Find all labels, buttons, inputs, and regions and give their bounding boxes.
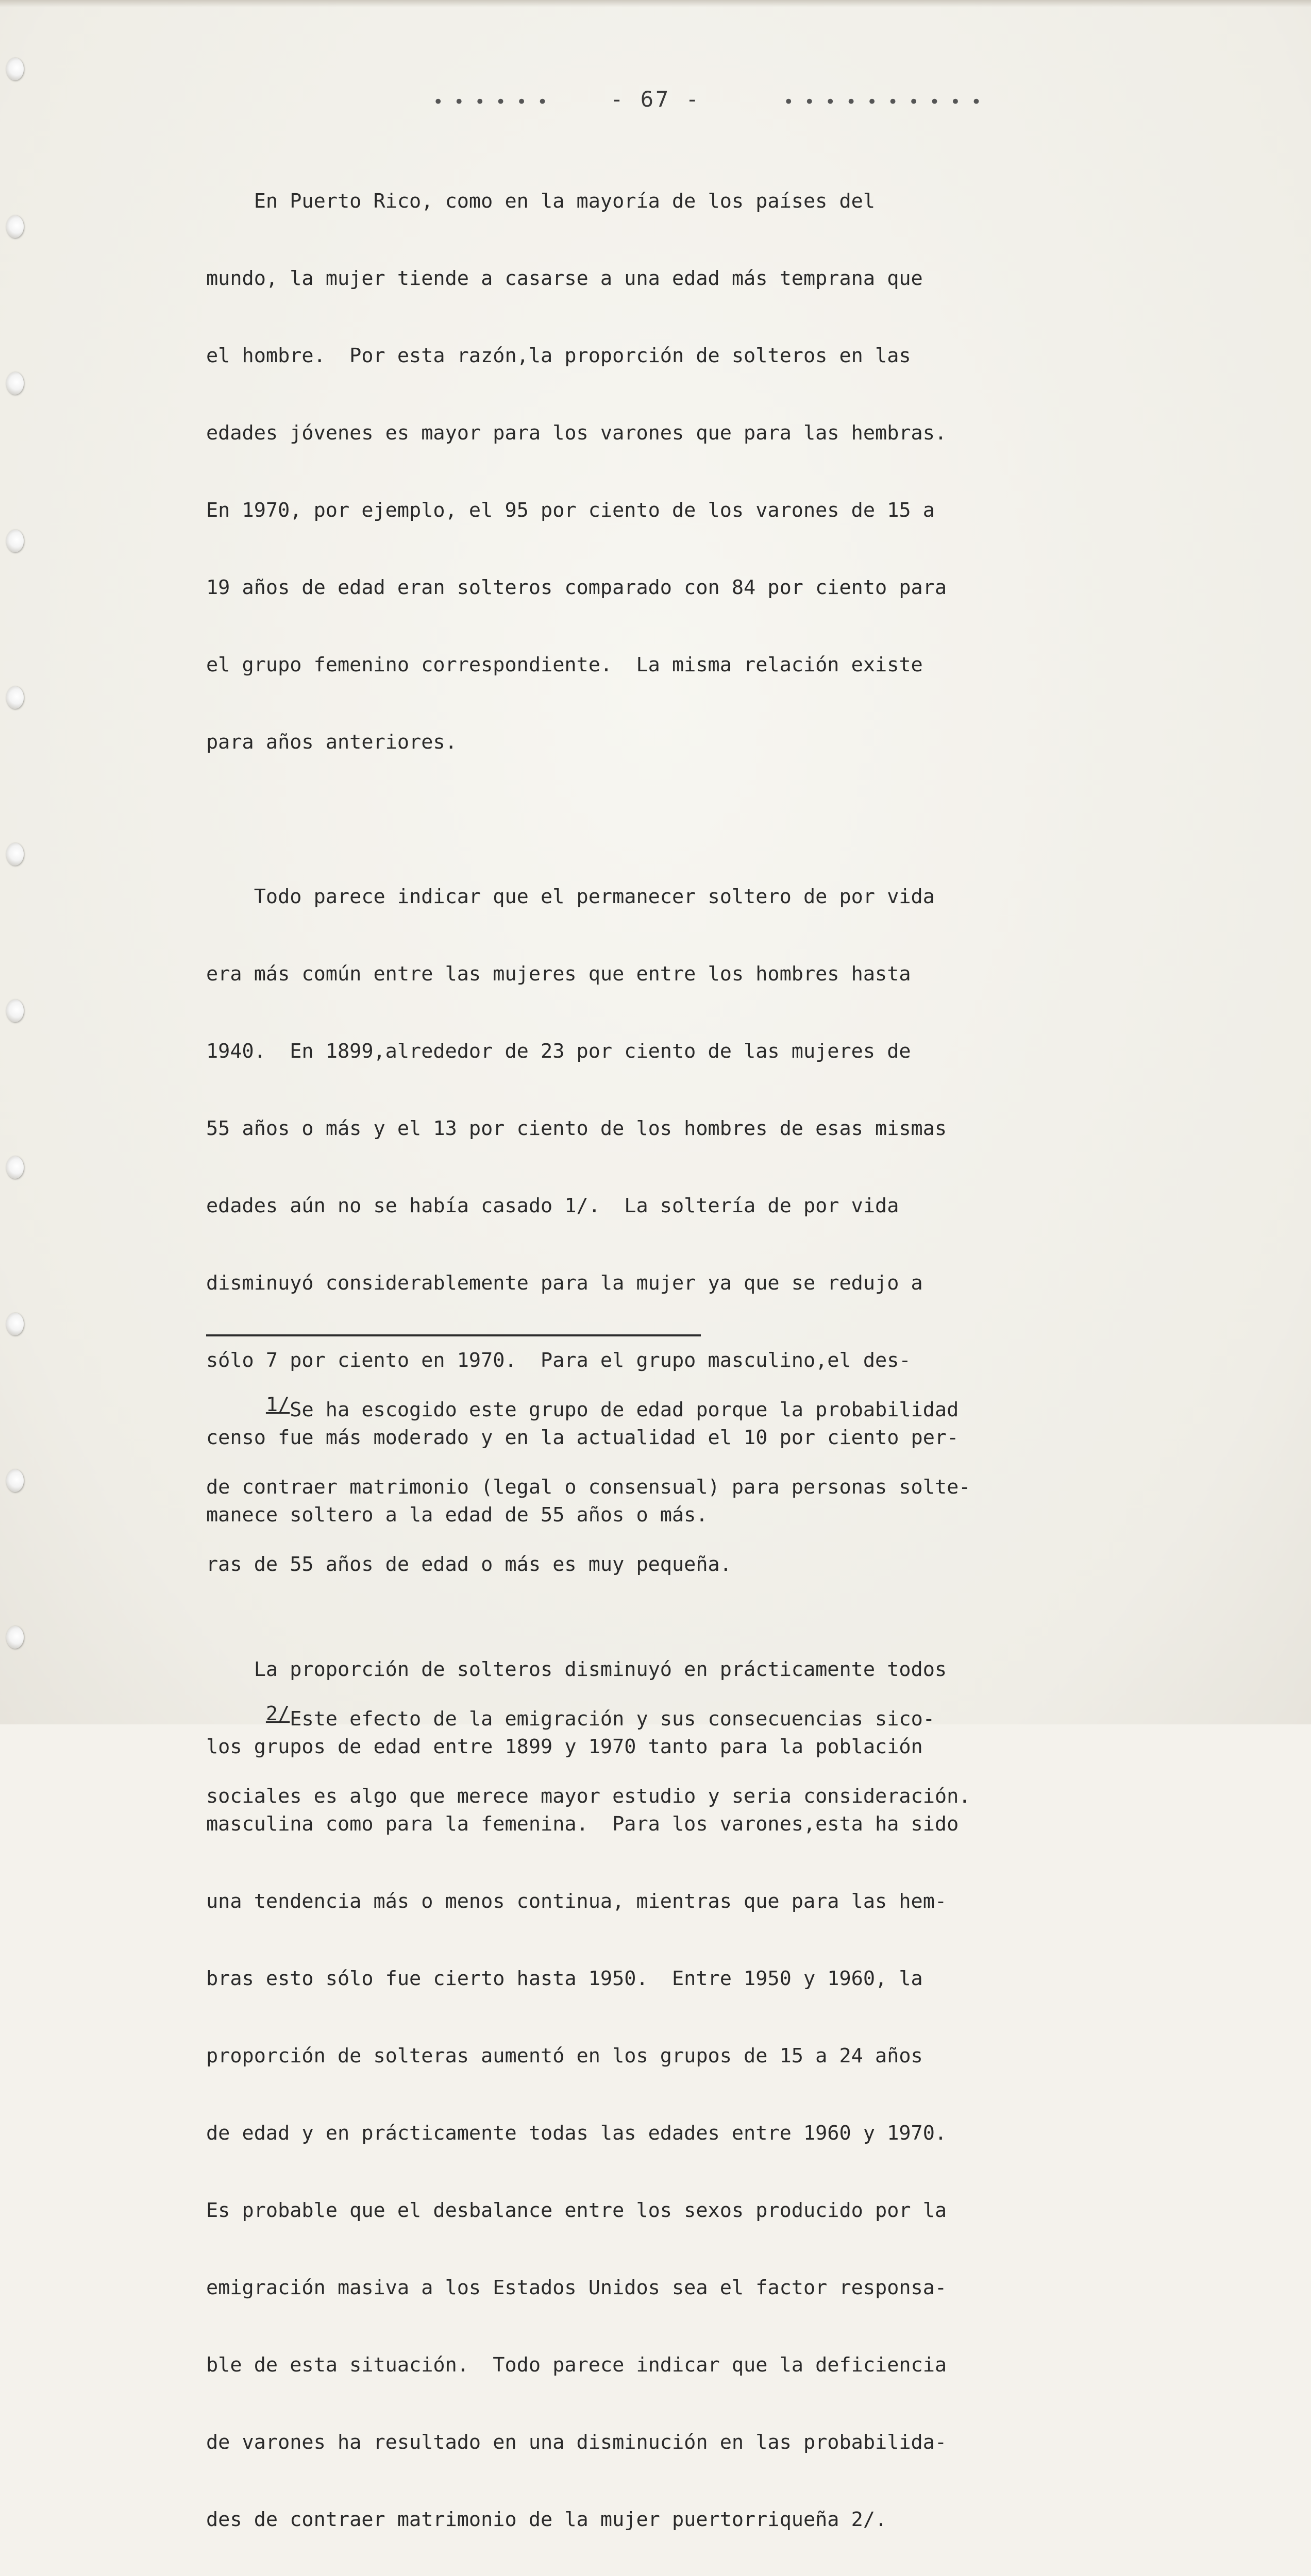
text-line: 1940. En 1899,alrededor de 23 por ciento de las mujeres de xyxy=(206,1040,911,1063)
text-line: una tendencia más o menos continua, mientras que para las hem- xyxy=(206,1890,947,1913)
text-line: En Puerto Rico, como en la mayoría de los países del xyxy=(206,190,876,213)
text-line: edades jóvenes es mayor para los varones que para las hembras. xyxy=(206,421,947,445)
text-line: edades aún no se había casado 1/. La soltería de por vida xyxy=(206,1194,899,1217)
text-line: masculina como para la femenina. Para los varones,esta ha sido xyxy=(206,1812,959,1836)
text-line: el grupo femenino correspondiente. La misma relación existe xyxy=(206,653,923,676)
binder-hole xyxy=(6,1313,24,1335)
footnote-1 xyxy=(206,1346,1185,1629)
text-line: En 1970, por ejemplo, el 95 por ciento de los varones de 15 a xyxy=(206,499,935,522)
binder-hole xyxy=(6,686,24,709)
text-line: el hombre. Por esta razón,la proporción de solteros en las xyxy=(206,344,911,367)
text-line: de contraer matrimonio (legal o consensual) para personas solte- xyxy=(206,1476,971,1499)
footnotes xyxy=(206,1346,1185,1887)
text-line: bras esto sólo fue cierto hasta 1950. Entre 1950 y 1960, la xyxy=(206,1967,923,1990)
text-line: de edad y en prácticamente todas las edades entre 1960 y 1970. xyxy=(206,2122,947,2145)
footnote-marker: 2/ xyxy=(265,1702,290,1725)
text-line: censo fue más moderado y en la actualidad el 10 por ciento per- xyxy=(206,1426,959,1449)
text-line: para años anteriores. xyxy=(206,731,457,754)
text-line: proporción de solteras aumentó en los grupos de 15 a 24 años xyxy=(206,2044,923,2067)
page-number: - 67 - xyxy=(610,87,701,112)
binder-hole xyxy=(6,530,24,552)
paragraph-1 xyxy=(206,137,1149,807)
text-line: La proporción de solteros disminuyó en prácticamente todos xyxy=(206,1658,947,1681)
text-line: sociales es algo que merece mayor estudio y seria consideración. xyxy=(206,1785,971,1808)
text-line: des de contraer matrimonio de la mujer puertorriqueña 2/. xyxy=(206,2508,887,2531)
text-line: Este efecto de la emigración y sus consecuencias sico- xyxy=(290,1707,935,1731)
text-line: emigración masiva a los Estados Unidos sea el factor responsa- xyxy=(206,2276,947,2299)
text-line: los grupos de edad entre 1899 y 1970 tanto para la población xyxy=(206,1735,923,1758)
footnote-2 xyxy=(206,1655,1185,1861)
binder-hole xyxy=(6,372,24,395)
binder-hole xyxy=(6,1469,24,1492)
text-line: 55 años o más y el 13 por ciento de los hombres de esas mismas xyxy=(206,1117,947,1140)
binder-hole xyxy=(6,999,24,1022)
text-line: de varones ha resultado en una disminución en las probabilida- xyxy=(206,2431,947,2454)
page-edge-shadow xyxy=(0,0,1311,7)
binder-hole xyxy=(6,58,24,80)
binder-hole xyxy=(6,1156,24,1179)
text-line: mundo, la mujer tiende a casarse a una edad más temprana que xyxy=(206,267,923,290)
binder-hole xyxy=(6,215,24,238)
text-line: ras de 55 años de edad o más es muy pequeña. xyxy=(206,1553,732,1576)
text-line: 19 años de edad eran solteros comparado con 84 por ciento para xyxy=(206,576,947,599)
text-line: sólo 7 por ciento en 1970. Para el grupo masculino,el des- xyxy=(206,1349,911,1372)
decorative-dots: •••••• xyxy=(433,92,558,112)
binder-hole xyxy=(6,843,24,866)
footnote-first-line xyxy=(206,1393,1185,1423)
text-line: Se ha escogido este grupo de edad porque la probabilidad xyxy=(290,1398,959,1421)
decorative-dots: •••••••••• xyxy=(783,92,992,112)
text-line: era más común entre las mujeres que entre los hombres hasta xyxy=(206,962,911,986)
text-line: Todo parece indicar que el permanecer soltero de por vida xyxy=(206,885,935,908)
footnote-first-line xyxy=(206,1702,1185,1732)
text-line: ble de esta situación. Todo parece indicar que la deficiencia xyxy=(206,2353,947,2377)
text-line: Es probable que el desbalance entre los sexos producido por la xyxy=(206,2199,947,2222)
text-line: disminuyó considerablemente para la mujer ya que se redujo a xyxy=(206,1272,923,1295)
binder-hole xyxy=(6,1626,24,1649)
footnote-divider xyxy=(206,1334,701,1336)
text-line: manece soltero a la edad de 55 años o más. xyxy=(206,1503,708,1527)
footnote-marker: 1/ xyxy=(265,1393,290,1416)
